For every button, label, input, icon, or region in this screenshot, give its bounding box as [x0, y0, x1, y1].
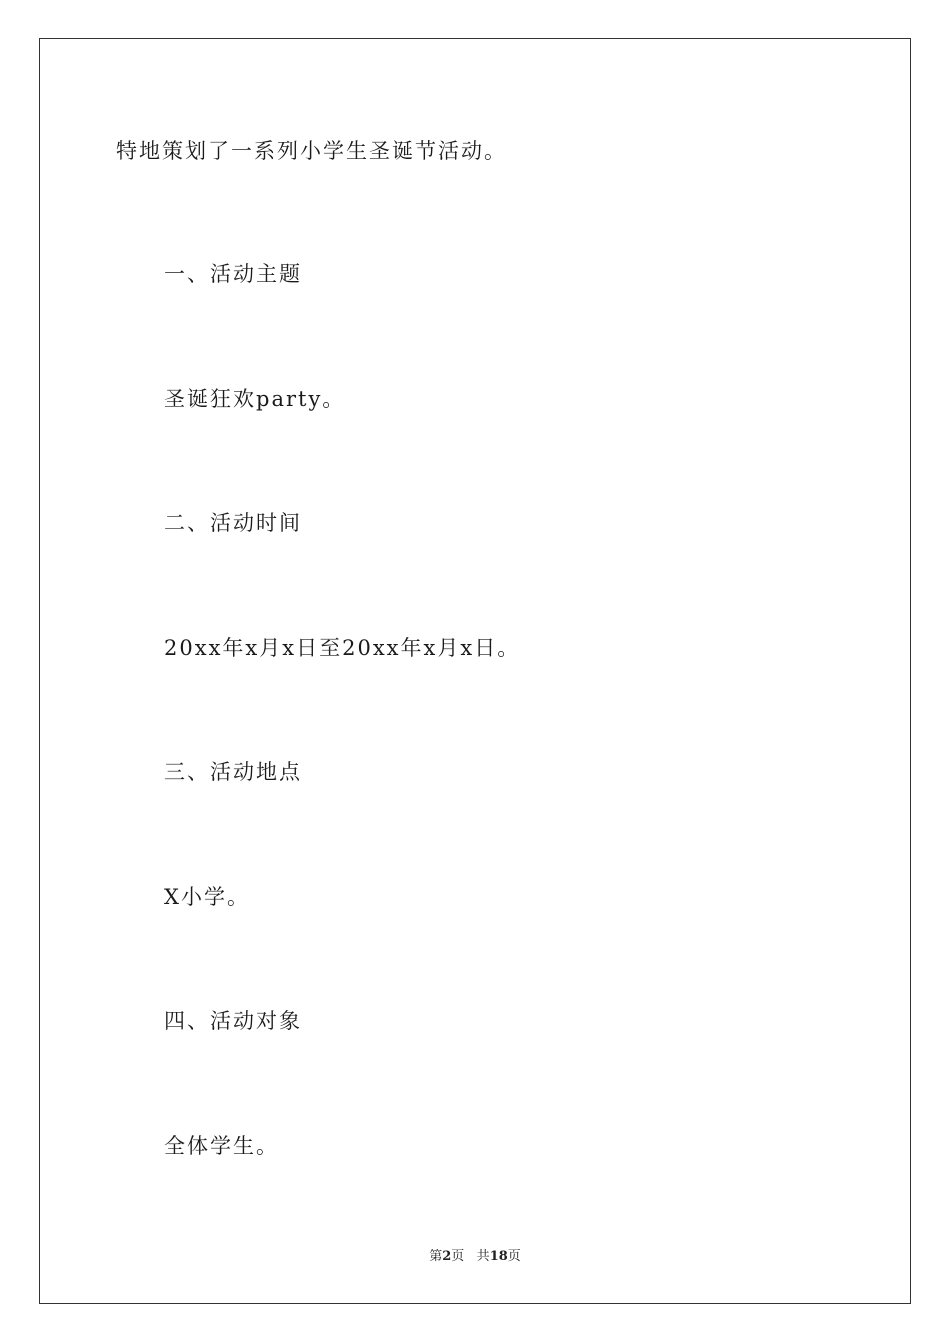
- intro-paragraph: 特地策划了一系列小学生圣诞节活动。: [116, 139, 507, 163]
- section-body-time: 20xx年x月x日至20xx年x月x日。: [164, 636, 521, 660]
- section-heading-time: 二、活动时间: [164, 511, 302, 535]
- page-border: [39, 38, 911, 1304]
- section-heading-audience: 四、活动对象: [164, 1009, 302, 1033]
- page-footer: [0, 1248, 950, 1266]
- section-body-theme: 圣诞狂欢party。: [164, 387, 346, 411]
- section-heading-theme: 一、活动主题: [164, 262, 302, 286]
- footer-total-prefix: 共: [476, 1249, 490, 1264]
- section-body-audience: 全体学生。: [164, 1134, 279, 1158]
- section-body-location: X小学。: [164, 885, 250, 909]
- footer-total-pages: 18: [489, 1249, 508, 1264]
- footer-total-suffix: 页: [507, 1249, 521, 1264]
- section-heading-location: 三、活动地点: [164, 760, 302, 784]
- footer-page-suffix: 页: [451, 1249, 465, 1264]
- footer-page-number: 2: [442, 1249, 452, 1264]
- footer-page-prefix: 第: [429, 1249, 443, 1264]
